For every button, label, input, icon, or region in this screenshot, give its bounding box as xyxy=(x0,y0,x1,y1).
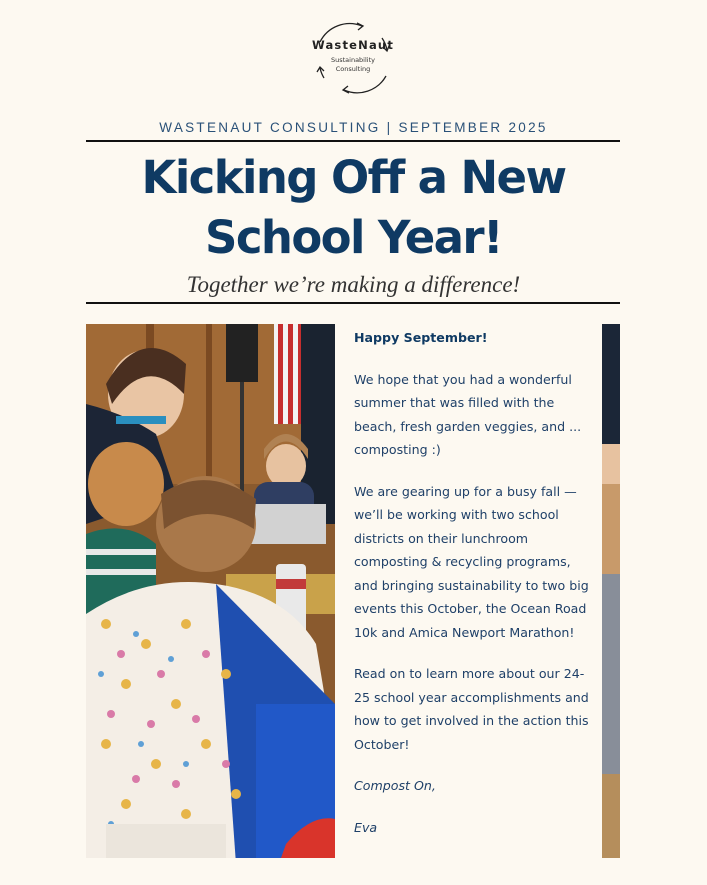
top-divider xyxy=(86,140,620,142)
letter-signature: Eva xyxy=(354,819,378,835)
photo-edge-strip xyxy=(602,324,620,858)
logo-tagline-line2: Consulting xyxy=(335,65,371,73)
letter-greeting: Happy September! xyxy=(354,330,488,345)
wastenaut-logo xyxy=(300,20,406,96)
logo-tagline-line1: Sustainability xyxy=(330,56,375,64)
logo-tagline xyxy=(300,56,406,74)
title-line-2: School Year! xyxy=(205,211,502,264)
letter-paragraph-3: Read on to learn more about our 24-25 school year accomplishments and how to get involved in the action this October! xyxy=(354,666,589,752)
page-subtitle: Together we’re making a difference! xyxy=(186,272,521,297)
letter-paragraph-1: We hope that you had a wonderful summer that was filled with the beach, fresh garden veggies, and ... composting :) xyxy=(354,371,582,457)
logo-wordmark: WasteNaut xyxy=(311,38,395,52)
issue-kicker: WASTENAUT CONSULTING | SEPTEMBER 2025 xyxy=(159,120,548,135)
title-line-1: Kicking Off a New xyxy=(141,151,566,204)
school-lunchroom-photo xyxy=(86,324,335,858)
letter-paragraph-2: We are gearing up for a busy fall — we’ll be working with two school districts on their lunchroom composting & recycling programs, and bringing sustainability to two big events this October, the Ocean Road 10k and Amica Newport Marathon! xyxy=(354,483,589,640)
bottom-divider xyxy=(86,302,620,304)
page-title xyxy=(0,148,707,268)
letter-signoff: Compost On, xyxy=(354,778,436,793)
welcome-letter xyxy=(354,324,592,857)
